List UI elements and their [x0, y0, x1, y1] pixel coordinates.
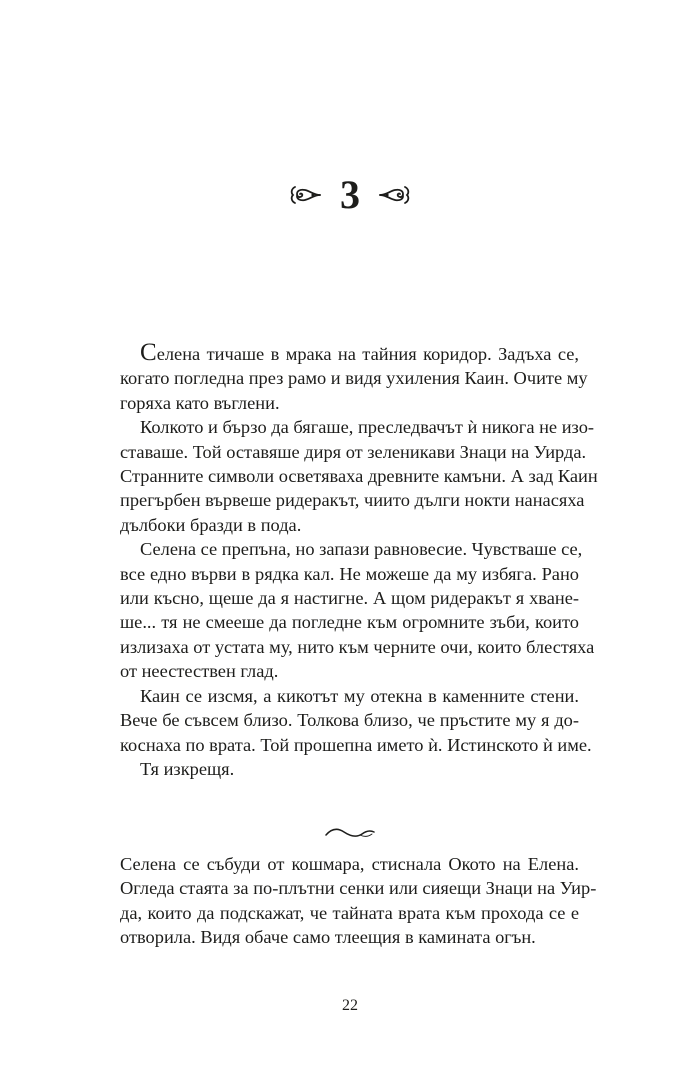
text-line: Каин се изсмя, а кикотът му отекна в каменните стени. [140, 685, 579, 706]
chapter-body-section-1 [120, 339, 598, 781]
text-line: от неестествен глад. [120, 661, 279, 682]
text-line: ставаше. Той оставяше диря от зеленикави Знаци на Уирда. [120, 441, 587, 462]
text-line: Колкото и бързо да бягаше, преследвачът ѝ никога не изо- [140, 417, 595, 438]
text-line: Селена се препъна, но запази равновесие. Чувстваше се, [140, 539, 583, 560]
flourish-ornament-right-icon [378, 183, 412, 207]
drop-cap: С [140, 339, 157, 366]
chapter-heading [0, 170, 700, 220]
flourish-ornament-left-icon [288, 183, 322, 207]
text-line: горяха като въглени. [120, 392, 280, 413]
page-number: 22 [342, 997, 358, 1014]
text-line: Тя изкрещя. [140, 758, 235, 779]
paragraph [120, 415, 598, 537]
text-line: да, които да подскажат, че тайната врата към прохода се е [120, 902, 579, 923]
paragraph [120, 852, 597, 950]
text-line: Селена се събуди от кошмара, стиснала Окото на Елена. [120, 854, 579, 874]
text-line: излизаха от устата му, нито към черните очи, които блестяха [120, 636, 595, 657]
chapter-number: 3 [340, 172, 360, 217]
text-line: Селена тичаше в мрака на тайния коридор. Задъха се, [140, 339, 579, 366]
swash-divider-icon [324, 826, 376, 840]
paragraph [120, 339, 588, 415]
text-line: прегърбен вървеше ридеракът, чиито дълги нокти нанасяха [120, 490, 585, 511]
chapter-body-section-2 [120, 852, 597, 950]
text-line: дълбоки бразди в пода. [120, 514, 302, 535]
paragraph [120, 684, 592, 757]
text-line: все едно върви в рядка кал. Не можеше да му избяга. Рано [120, 563, 579, 584]
text-line: Странните символи осветяваха древните камъни. А зад Каин [120, 466, 598, 487]
text-line: отворила. Видя обаче само тлеещия в камината огън. [120, 927, 536, 948]
paragraph [120, 537, 595, 683]
text-line: когато погледна през рамо и видя ухиления Каин. Очите му [120, 368, 588, 389]
text-line: ше... тя не смееше да погледне към огромните зъби, които [120, 612, 579, 633]
paragraph [120, 757, 579, 781]
text-line: коснаха по врата. Той прошепна името ѝ. Истинското ѝ име. [120, 734, 592, 755]
text-line: Вече бе съвсем близо. Толкова близо, че пръстите му я до- [120, 710, 579, 731]
text-line: Огледа стаята за по-плътни сенки или сияещи Знаци на Уир- [120, 878, 597, 899]
text-line: или късно, щеше да я настигне. А щом ридеракът я хване- [120, 588, 579, 609]
